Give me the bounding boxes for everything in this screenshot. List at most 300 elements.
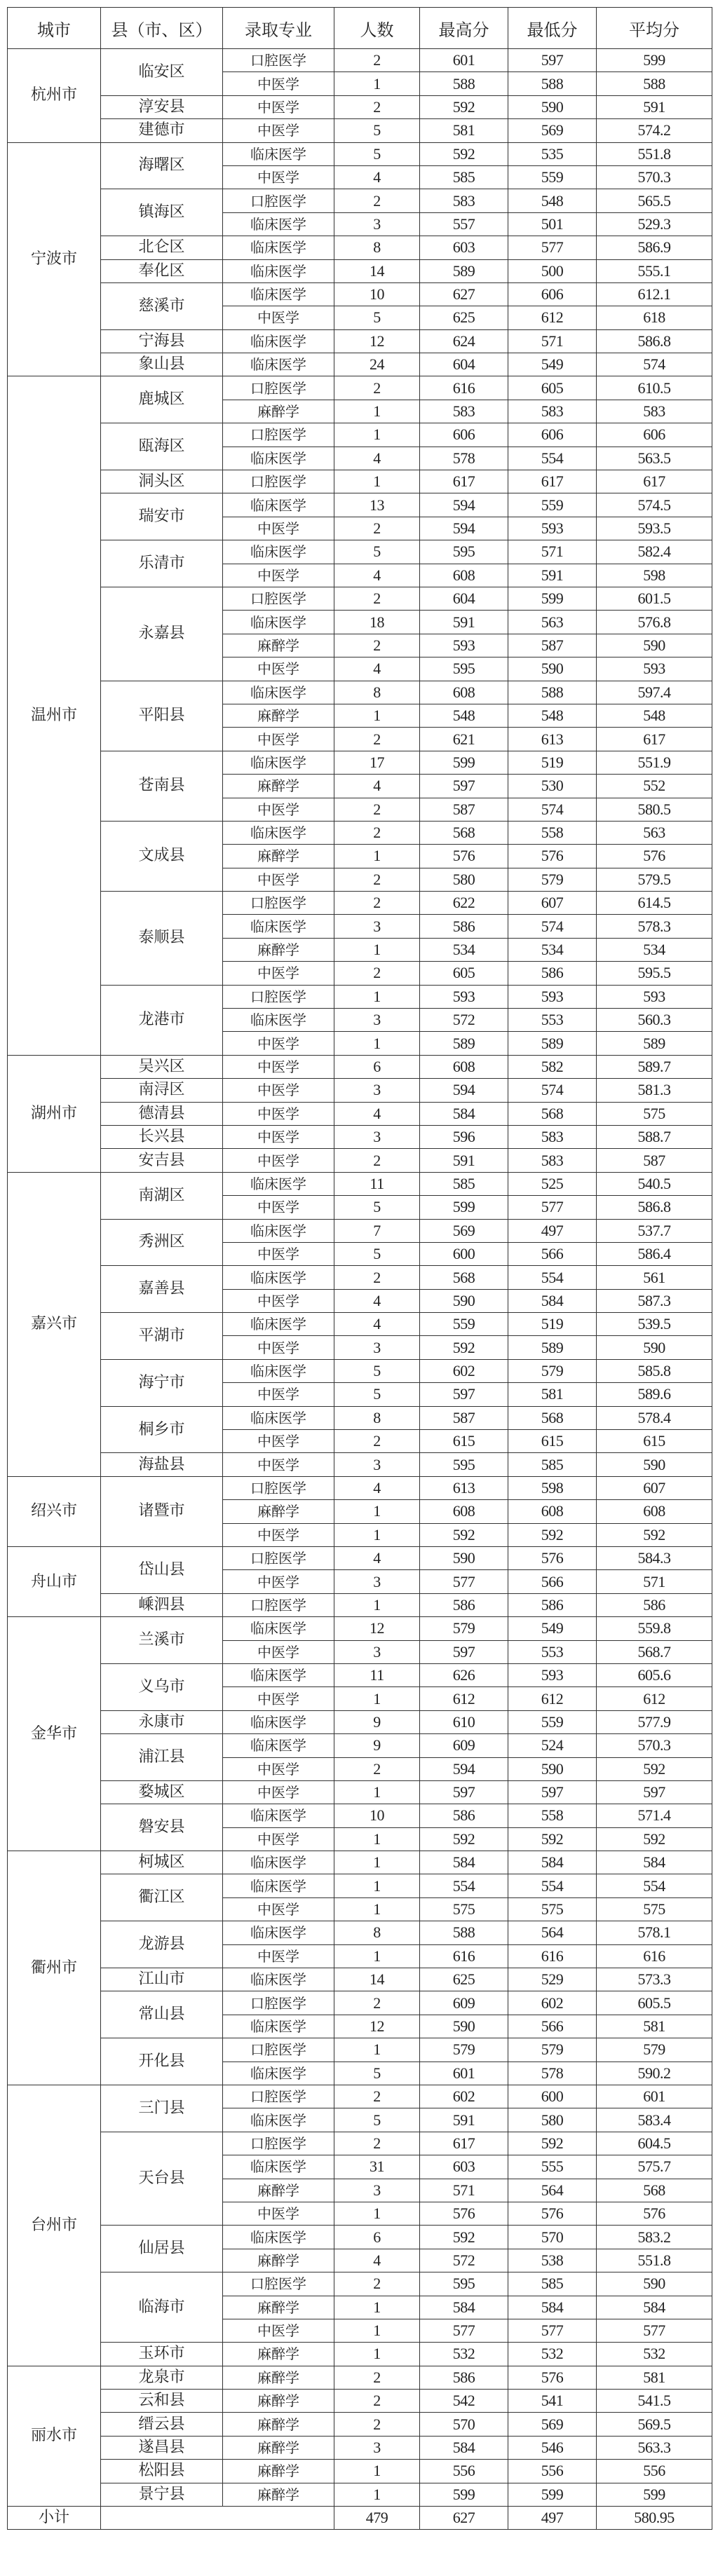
header-count: 人数 [334, 8, 420, 49]
min-score-cell: 577 [508, 2319, 597, 2342]
header-county: 县（市、区） [101, 8, 223, 49]
min-score-cell: 616 [508, 1944, 597, 1968]
min-score-cell: 584 [508, 1289, 597, 1312]
table-row [8, 2483, 712, 2506]
min-score-cell: 559 [508, 493, 597, 517]
avg-score-cell: 537.7 [597, 1219, 712, 1242]
major-cell: 麻醉学 [223, 2179, 334, 2202]
max-score-cell: 577 [420, 2319, 508, 2342]
min-score-cell: 579 [508, 868, 597, 891]
city-cell: 衢州市 [8, 1851, 101, 2085]
count-cell: 3 [334, 2179, 420, 2202]
count-cell: 1 [334, 2460, 420, 2483]
min-score-cell: 588 [508, 681, 597, 704]
major-cell: 临床医学 [223, 1313, 334, 1336]
max-score-cell: 554 [420, 1874, 508, 1897]
avg-score-cell: 568 [597, 2179, 712, 2202]
min-score-cell: 612 [508, 306, 597, 329]
count-cell: 4 [334, 447, 420, 470]
avg-score-cell: 593 [597, 657, 712, 681]
major-cell: 临床医学 [223, 915, 334, 938]
max-score-cell: 586 [420, 1593, 508, 1616]
min-score-cell: 568 [508, 1102, 597, 1125]
max-score-cell: 577 [420, 1570, 508, 1593]
min-score-cell: 556 [508, 2460, 597, 2483]
county-cell: 平阳县 [101, 681, 223, 751]
table-row [8, 681, 712, 704]
major-cell: 临床医学 [223, 236, 334, 259]
major-cell: 中医学 [223, 1944, 334, 1968]
min-score-cell: 538 [508, 2249, 597, 2272]
min-score-cell: 590 [508, 1757, 597, 1780]
count-cell: 12 [334, 329, 420, 353]
avg-score-cell: 597.4 [597, 681, 712, 704]
max-score-cell: 613 [420, 1476, 508, 1499]
table-row [8, 1266, 712, 1289]
major-cell: 临床医学 [223, 751, 334, 774]
min-score-cell: 599 [508, 587, 597, 610]
min-score-cell: 564 [508, 2179, 597, 2202]
avg-score-cell: 616 [597, 1944, 712, 1968]
min-score-cell: 576 [508, 845, 597, 868]
county-cell: 常山县 [101, 1991, 223, 2038]
count-cell: 2 [334, 2413, 420, 2436]
max-score-cell: 610 [420, 1710, 508, 1733]
major-cell: 中医学 [223, 1032, 334, 1055]
table-row [8, 1734, 712, 1757]
min-score-cell: 569 [508, 2413, 597, 2436]
major-cell: 临床医学 [223, 1804, 334, 1827]
avg-score-cell: 561 [597, 1266, 712, 1289]
count-cell: 1 [334, 985, 420, 1008]
avg-score-cell: 590 [597, 2272, 712, 2296]
max-score-cell: 587 [420, 798, 508, 821]
max-score-cell: 608 [420, 1500, 508, 1523]
major-cell: 口腔医学 [223, 587, 334, 610]
max-score-cell: 557 [420, 212, 508, 236]
avg-score-cell: 581 [597, 2015, 712, 2038]
count-cell: 3 [334, 1009, 420, 1032]
min-score-cell: 608 [508, 1500, 597, 1523]
table-row [8, 1219, 712, 1242]
count-cell: 1 [334, 2343, 420, 2366]
count-cell: 5 [334, 119, 420, 142]
count-cell: 17 [334, 751, 420, 774]
county-cell: 衢江区 [101, 1874, 223, 1921]
avg-score-cell: 586.8 [597, 1196, 712, 1219]
subtotal-empty-cell [101, 2507, 334, 2530]
major-cell: 中医学 [223, 1453, 334, 1476]
max-score-cell: 583 [420, 189, 508, 212]
count-cell: 5 [334, 2108, 420, 2132]
min-score-cell: 593 [508, 517, 597, 540]
count-cell: 5 [334, 2062, 420, 2085]
count-cell: 2 [334, 1757, 420, 1780]
max-score-cell: 605 [420, 962, 508, 985]
table-row [8, 1663, 712, 1686]
table-row [8, 376, 712, 400]
min-score-cell: 597 [508, 1780, 597, 1804]
max-score-cell: 604 [420, 353, 508, 376]
major-cell: 口腔医学 [223, 1593, 334, 1616]
count-cell: 2 [334, 1149, 420, 1172]
min-score-cell: 575 [508, 1897, 597, 1921]
major-cell: 中医学 [223, 1757, 334, 1780]
county-cell: 海宁市 [101, 1359, 223, 1406]
max-score-cell: 599 [420, 751, 508, 774]
count-cell: 8 [334, 681, 420, 704]
county-cell: 海曙区 [101, 142, 223, 189]
major-cell: 口腔医学 [223, 1991, 334, 2015]
count-cell: 5 [334, 306, 420, 329]
min-score-cell: 568 [508, 1406, 597, 1429]
count-cell: 1 [334, 1687, 420, 1710]
major-cell: 麻醉学 [223, 2296, 334, 2319]
major-cell: 临床医学 [223, 353, 334, 376]
major-cell: 临床医学 [223, 2062, 334, 2085]
max-score-cell: 592 [420, 1336, 508, 1359]
max-score-cell: 609 [420, 1991, 508, 2015]
county-cell: 吴兴区 [101, 1055, 223, 1078]
major-cell: 麻醉学 [223, 2390, 334, 2413]
count-cell: 3 [334, 1570, 420, 1593]
min-score-cell: 555 [508, 2155, 597, 2179]
major-cell: 中医学 [223, 1897, 334, 1921]
major-cell: 口腔医学 [223, 470, 334, 493]
count-cell: 4 [334, 775, 420, 798]
max-score-cell: 575 [420, 1897, 508, 1921]
avg-score-cell: 563.3 [597, 2436, 712, 2459]
major-cell: 口腔医学 [223, 2038, 334, 2062]
max-score-cell: 591 [420, 2108, 508, 2132]
admission-scores-table [7, 7, 712, 2530]
max-score-cell: 534 [420, 938, 508, 961]
min-score-cell: 578 [508, 2062, 597, 2085]
min-score-cell: 579 [508, 2038, 597, 2062]
min-score-cell: 587 [508, 634, 597, 657]
county-cell: 北仑区 [101, 236, 223, 259]
min-score-cell: 530 [508, 775, 597, 798]
avg-score-cell: 592 [597, 1757, 712, 1780]
max-score-cell: 572 [420, 2249, 508, 2272]
max-score-cell: 601 [420, 49, 508, 72]
min-score-cell: 576 [508, 1547, 597, 1570]
major-cell: 中医学 [223, 1687, 334, 1710]
min-score-cell: 549 [508, 1617, 597, 1640]
table-row [8, 751, 712, 774]
max-score-cell: 595 [420, 540, 508, 564]
county-cell: 瓯海区 [101, 423, 223, 470]
max-score-cell: 584 [420, 1851, 508, 1874]
count-cell: 2 [334, 2366, 420, 2389]
count-cell: 2 [334, 2085, 420, 2108]
avg-score-cell: 570.3 [597, 1734, 712, 1757]
avg-score-cell: 586 [597, 1593, 712, 1616]
avg-score-cell: 588 [597, 72, 712, 95]
major-cell: 口腔医学 [223, 1476, 334, 1499]
avg-score-cell: 575 [597, 1897, 712, 1921]
max-score-cell: 603 [420, 236, 508, 259]
min-score-cell: 541 [508, 2390, 597, 2413]
avg-score-cell: 575 [597, 1102, 712, 1125]
count-cell: 3 [334, 1336, 420, 1359]
count-cell: 2 [334, 1266, 420, 1289]
avg-score-cell: 570.3 [597, 165, 712, 189]
major-cell: 临床医学 [223, 1968, 334, 1991]
county-cell: 德清县 [101, 1102, 223, 1125]
count-cell: 4 [334, 165, 420, 189]
count-cell: 2 [334, 376, 420, 400]
major-cell: 口腔医学 [223, 892, 334, 915]
major-cell: 麻醉学 [223, 775, 334, 798]
city-cell: 金华市 [8, 1617, 101, 1851]
table-row [8, 2085, 712, 2108]
avg-score-cell: 590 [597, 1453, 712, 1476]
county-cell: 象山县 [101, 353, 223, 376]
max-score-cell: 621 [420, 728, 508, 751]
major-cell: 中医学 [223, 1102, 334, 1125]
county-cell: 江山市 [101, 1968, 223, 1991]
count-cell: 4 [334, 1102, 420, 1125]
major-cell: 临床医学 [223, 329, 334, 353]
city-cell: 温州市 [8, 376, 101, 1055]
max-score-cell: 590 [420, 1547, 508, 1570]
max-score-cell: 608 [420, 1055, 508, 1078]
min-score-cell: 590 [508, 657, 597, 681]
major-cell: 口腔医学 [223, 423, 334, 447]
county-cell: 桐乡市 [101, 1406, 223, 1453]
county-cell: 淳安县 [101, 95, 223, 118]
major-cell: 中医学 [223, 1125, 334, 1148]
table-row [8, 1055, 712, 1078]
avg-score-cell: 587 [597, 1149, 712, 1172]
avg-score-cell: 541.5 [597, 2390, 712, 2413]
max-score-cell: 616 [420, 1944, 508, 1968]
major-cell: 口腔医学 [223, 189, 334, 212]
major-cell: 中医学 [223, 1780, 334, 1804]
max-score-cell: 532 [420, 2343, 508, 2366]
count-cell: 3 [334, 1079, 420, 1102]
city-cell: 绍兴市 [8, 1476, 101, 1546]
max-score-cell: 594 [420, 1757, 508, 1780]
county-cell: 乐清市 [101, 540, 223, 587]
max-score-cell: 622 [420, 892, 508, 915]
max-score-cell: 625 [420, 1968, 508, 1991]
max-score-cell: 592 [420, 1827, 508, 1851]
max-score-cell: 624 [420, 329, 508, 353]
header-min-score: 最低分 [508, 8, 597, 49]
avg-score-cell: 577.9 [597, 1710, 712, 1733]
table-body [8, 49, 712, 2507]
major-cell: 中医学 [223, 1149, 334, 1172]
max-score-cell: 586 [420, 1804, 508, 1827]
max-score-cell: 597 [420, 1780, 508, 1804]
avg-score-cell: 604.5 [597, 2132, 712, 2155]
avg-score-cell: 560.3 [597, 1009, 712, 1032]
major-cell: 麻醉学 [223, 634, 334, 657]
min-score-cell: 606 [508, 282, 597, 306]
major-cell: 中医学 [223, 1827, 334, 1851]
min-score-cell: 577 [508, 236, 597, 259]
max-score-cell: 571 [420, 2179, 508, 2202]
county-cell: 嘉善县 [101, 1266, 223, 1313]
avg-score-cell: 583 [597, 400, 712, 423]
count-cell: 8 [334, 236, 420, 259]
county-cell: 三门县 [101, 2085, 223, 2132]
max-score-cell: 584 [420, 2436, 508, 2459]
max-score-cell: 584 [420, 1102, 508, 1125]
table-row [8, 1547, 712, 1570]
county-cell: 临安区 [101, 49, 223, 96]
max-score-cell: 593 [420, 634, 508, 657]
min-score-cell: 563 [508, 611, 597, 634]
max-score-cell: 602 [420, 1359, 508, 1382]
count-cell: 2 [334, 189, 420, 212]
max-score-cell: 612 [420, 1687, 508, 1710]
count-cell: 1 [334, 2296, 420, 2319]
count-cell: 1 [334, 2483, 420, 2506]
avg-score-cell: 588.7 [597, 1125, 712, 1148]
count-cell: 8 [334, 1406, 420, 1429]
avg-score-cell: 585.8 [597, 1359, 712, 1382]
avg-score-cell: 601.5 [597, 587, 712, 610]
avg-score-cell: 592 [597, 1523, 712, 1546]
count-cell: 9 [334, 1710, 420, 1733]
max-score-cell: 581 [420, 119, 508, 142]
avg-score-cell: 610.5 [597, 376, 712, 400]
count-cell: 6 [334, 1055, 420, 1078]
max-score-cell: 595 [420, 2272, 508, 2296]
subtotal-label: 小计 [8, 2507, 101, 2530]
major-cell: 口腔医学 [223, 2085, 334, 2108]
min-score-cell: 600 [508, 2085, 597, 2108]
avg-score-cell: 582.4 [597, 540, 712, 564]
avg-score-cell: 578.3 [597, 915, 712, 938]
table-row [8, 821, 712, 844]
max-score-cell: 585 [420, 1172, 508, 1195]
count-cell: 5 [334, 142, 420, 165]
city-cell: 嘉兴市 [8, 1172, 101, 1476]
avg-score-cell: 605.6 [597, 1663, 712, 1686]
avg-score-cell: 573.3 [597, 1968, 712, 1991]
major-cell: 麻醉学 [223, 938, 334, 961]
major-cell: 麻醉学 [223, 2460, 334, 2483]
avg-score-cell: 555.1 [597, 259, 712, 282]
avg-score-cell: 618 [597, 306, 712, 329]
min-score-cell: 579 [508, 1359, 597, 1382]
major-cell: 临床医学 [223, 282, 334, 306]
county-cell: 南浔区 [101, 1079, 223, 1102]
min-score-cell: 584 [508, 1851, 597, 1874]
max-score-cell: 592 [420, 1523, 508, 1546]
min-score-cell: 525 [508, 1172, 597, 1195]
county-cell: 天台县 [101, 2132, 223, 2226]
county-cell: 安吉县 [101, 1149, 223, 1172]
major-cell: 中医学 [223, 728, 334, 751]
avg-score-cell: 568.7 [597, 1640, 712, 1663]
major-cell: 临床医学 [223, 1710, 334, 1733]
major-cell: 临床医学 [223, 493, 334, 517]
county-cell: 玉环市 [101, 2343, 223, 2366]
max-score-cell: 608 [420, 681, 508, 704]
major-cell: 中医学 [223, 1430, 334, 1453]
major-cell: 临床医学 [223, 2226, 334, 2249]
avg-score-cell: 581.3 [597, 1079, 712, 1102]
major-cell: 中医学 [223, 2202, 334, 2225]
count-cell: 5 [334, 1383, 420, 1406]
county-cell: 嵊泗县 [101, 1593, 223, 1616]
max-score-cell: 595 [420, 657, 508, 681]
min-score-cell: 585 [508, 2272, 597, 2296]
max-score-cell: 600 [420, 1242, 508, 1265]
table-row [8, 1476, 712, 1499]
avg-score-cell: 552 [597, 775, 712, 798]
count-cell: 31 [334, 2155, 420, 2179]
table-row [8, 1313, 712, 1336]
major-cell: 麻醉学 [223, 2413, 334, 2436]
major-cell: 口腔医学 [223, 49, 334, 72]
major-cell: 临床医学 [223, 2015, 334, 2038]
min-score-cell: 592 [508, 2132, 597, 2155]
min-score-cell: 571 [508, 329, 597, 353]
avg-score-cell: 586.9 [597, 236, 712, 259]
major-cell: 临床医学 [223, 821, 334, 844]
min-score-cell: 583 [508, 1149, 597, 1172]
min-score-cell: 566 [508, 2015, 597, 2038]
count-cell: 5 [334, 1242, 420, 1265]
table-row [8, 2436, 712, 2459]
avg-score-cell: 576.8 [597, 611, 712, 634]
max-score-cell: 602 [420, 2085, 508, 2108]
max-score-cell: 591 [420, 1149, 508, 1172]
min-score-cell: 554 [508, 1266, 597, 1289]
table-row [8, 540, 712, 564]
table-row [8, 259, 712, 282]
table-row [8, 329, 712, 353]
avg-score-cell: 534 [597, 938, 712, 961]
table-row [8, 49, 712, 72]
subtotal-count: 479 [334, 2507, 420, 2530]
table-row [8, 1874, 712, 1897]
max-score-cell: 570 [420, 2413, 508, 2436]
major-cell: 临床医学 [223, 1009, 334, 1032]
major-cell: 临床医学 [223, 1663, 334, 1686]
major-cell: 临床医学 [223, 259, 334, 282]
major-cell: 临床医学 [223, 1921, 334, 1944]
min-score-cell: 590 [508, 95, 597, 118]
count-cell: 3 [334, 212, 420, 236]
county-cell: 平湖市 [101, 1313, 223, 1360]
max-score-cell: 608 [420, 564, 508, 587]
table-row [8, 2226, 712, 2249]
max-score-cell: 597 [420, 1383, 508, 1406]
max-score-cell: 590 [420, 2015, 508, 2038]
county-cell: 遂昌县 [101, 2436, 223, 2459]
max-score-cell: 592 [420, 2226, 508, 2249]
major-cell: 麻醉学 [223, 2366, 334, 2389]
max-score-cell: 576 [420, 845, 508, 868]
major-cell: 中医学 [223, 1523, 334, 1546]
avg-score-cell: 586.4 [597, 1242, 712, 1265]
min-score-cell: 554 [508, 447, 597, 470]
table-row [8, 1453, 712, 1476]
county-cell: 洞头区 [101, 470, 223, 493]
major-cell: 临床医学 [223, 1734, 334, 1757]
max-score-cell: 626 [420, 1663, 508, 1686]
avg-score-cell: 601 [597, 2085, 712, 2108]
county-cell: 岱山县 [101, 1547, 223, 1594]
min-score-cell: 586 [508, 1593, 597, 1616]
